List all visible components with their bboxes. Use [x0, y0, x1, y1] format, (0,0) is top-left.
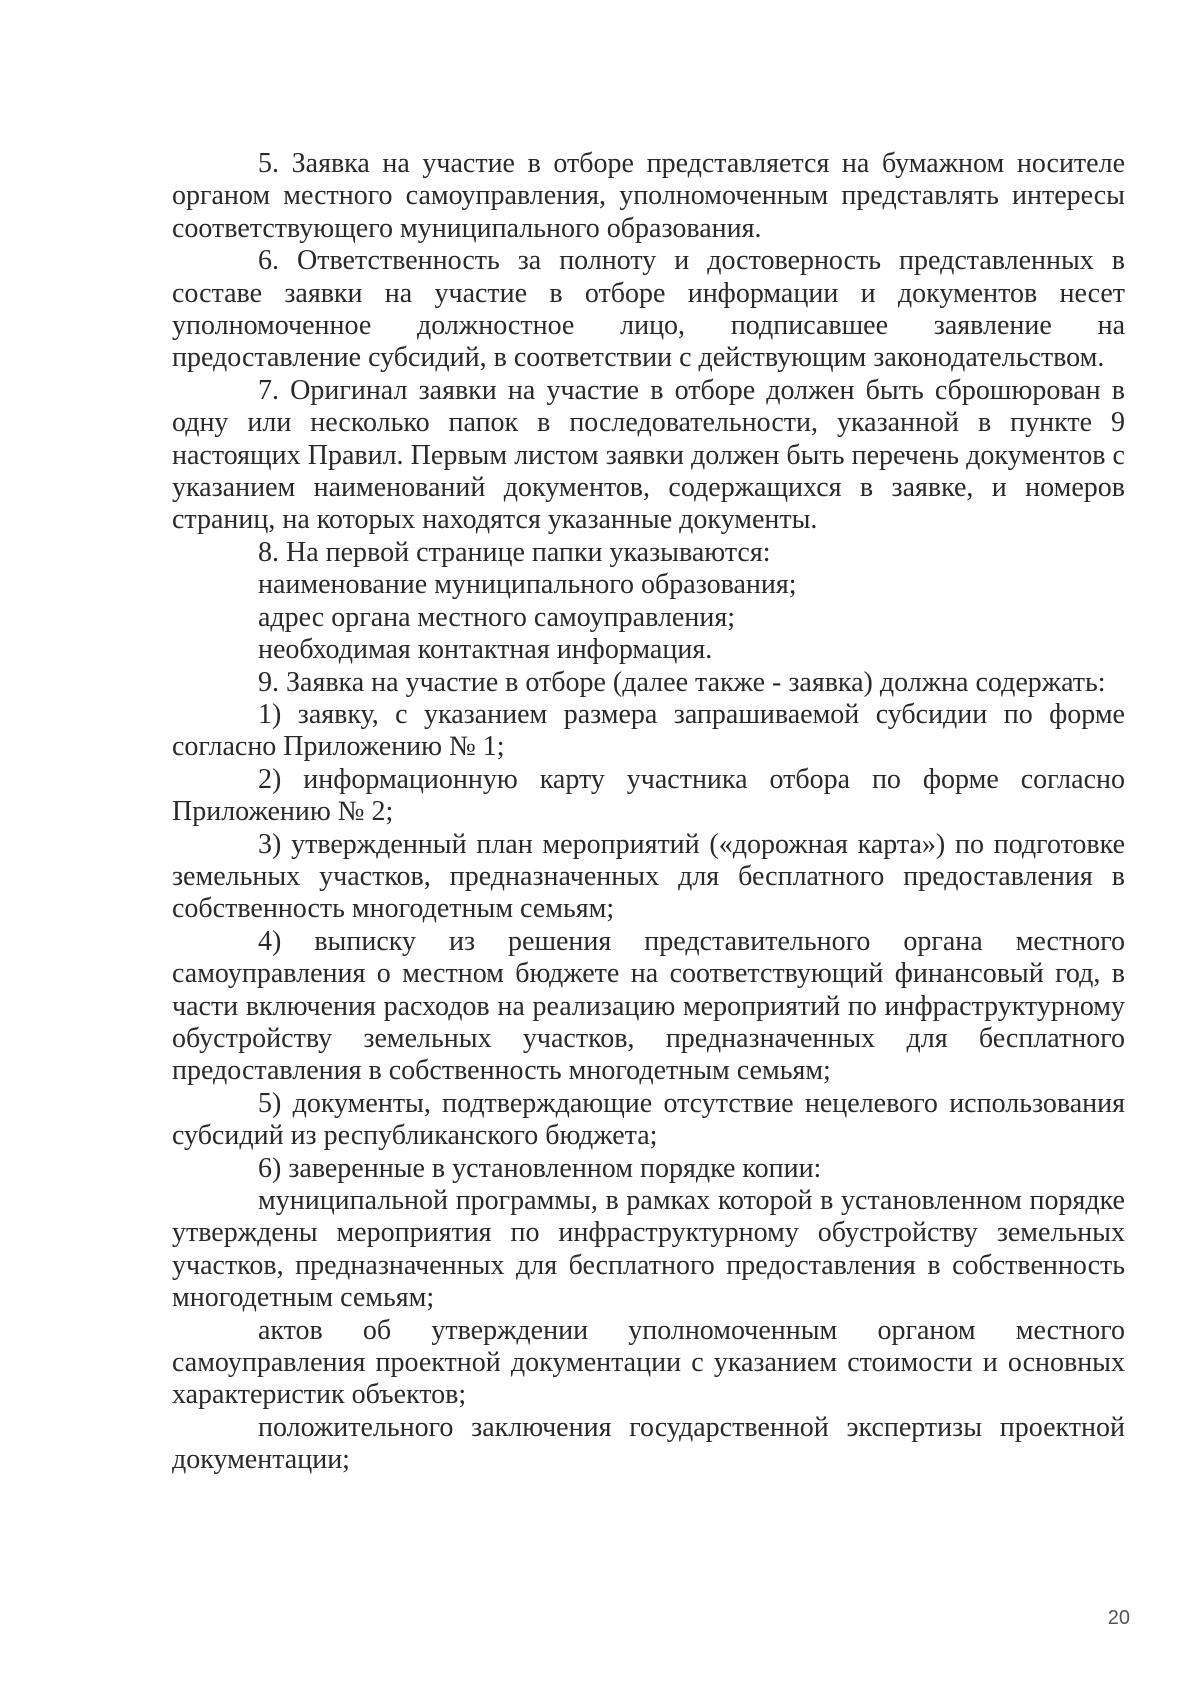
list-item-4: 4) выписку из решения представительного органа местного самоуправления о местном бюджете на соответствующий финансовый год, в части включения расходов на реализацию мероприятий по инфраструктурному обустройству земельных участков, предназначенных для бесплатного предоставления в собственность многодетным семьям;: [172, 925, 1125, 1087]
folder-item-contact: необходимая контактная информация.: [258, 634, 713, 666]
copy-item-expertise: положительного заключения государственной экспертизы проектной документации;: [172, 1411, 1125, 1476]
list-item-5: 5) документы, подтверждающие отсутствие нецелевого использования субсидий из республиканского бюджета;: [172, 1087, 1125, 1152]
list-item-2: 2) информационную карту участника отбора по форме согласно Приложению № 2;: [172, 763, 1125, 828]
paragraph-5: 5. Заявка на участие в отборе представляется на бумажном носителе органом местного самоуправления, уполномоченным представлять интересы соответствующего муниципального образования.: [172, 148, 1125, 244]
list-item-3: 3) утвержденный план мероприятий («дорожная карта») по подготовке земельных участков, предназначенных для бесплатного предоставления в собственность многодетным семьям;: [172, 828, 1125, 925]
page-number: 20: [1107, 1607, 1130, 1629]
paragraph-6: 6. Ответственность за полноту и достоверность представленных в составе заявки на участие в отборе информации и документов несет уполномоченное должностное лицо, подписавшее заявление на предоставление субсидий, в соответствии с действующим законодательством.: [172, 245, 1125, 374]
paragraph-9: 9. Заявка на участие в отборе (далее также - заявка) должна содержать:: [258, 666, 1106, 698]
paragraph-8: 8. На первой странице папки указываются:: [258, 536, 771, 568]
list-item-6: 6) заверенные в установленном порядке копии:: [258, 1152, 822, 1184]
document-body: [172, 148, 1125, 1477]
folder-item-address: адрес органа местного самоуправления;: [258, 601, 735, 633]
paragraph-7: 7. Оригинал заявки на участие в отборе должен быть сброшюрован в одну или несколько папок в последовательности, указанной в пункте 9 настоящих Правил. Первым листом заявки должен быть перечень документов с указанием наименований документов, содержащихся в заявке, и номеров страниц, на которых находятся указанные документы.: [172, 374, 1125, 536]
folder-item-name: наименование муниципального образования;: [258, 569, 797, 601]
copy-item-acts: актов об утверждении уполномоченным органом местного самоуправления проектной документации с указанием стоимости и основных характеристик объектов;: [172, 1314, 1125, 1411]
copy-item-program: муниципальной программы, в рамках которой в установленном порядке утверждены мероприятия по инфраструктурному обустройству земельных участков, предназначенных для бесплатного предоставления в собственность многодетным семьям;: [172, 1185, 1125, 1314]
list-item-1: 1) заявку, с указанием размера запрашиваемой субсидии по форме согласно Приложению № 1;: [172, 698, 1125, 763]
